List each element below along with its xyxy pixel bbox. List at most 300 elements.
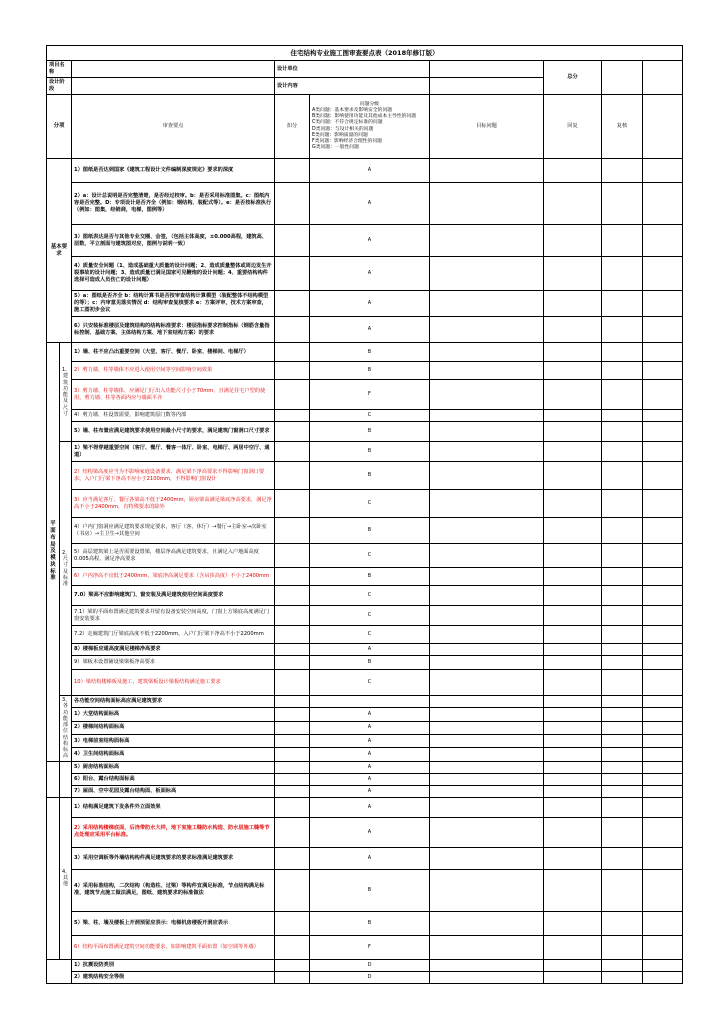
target-cell[interactable] xyxy=(430,317,544,343)
section-next xyxy=(47,959,72,983)
score-cell[interactable] xyxy=(275,734,310,747)
score-cell[interactable] xyxy=(275,159,310,183)
category-cell: B xyxy=(310,869,430,911)
blank-cell xyxy=(643,761,683,773)
reply-cell[interactable] xyxy=(544,708,602,721)
recheck-cell[interactable] xyxy=(602,422,643,442)
section-layout-cont xyxy=(47,797,60,959)
review-point: 5）厨房结构面标高 xyxy=(72,761,275,773)
target-cell[interactable] xyxy=(430,422,544,442)
reply-cell[interactable] xyxy=(544,761,602,773)
target-cell[interactable] xyxy=(430,773,544,785)
score-cell[interactable] xyxy=(275,183,310,225)
target-cell[interactable] xyxy=(430,442,544,462)
design-content-label: 设计内容 xyxy=(275,78,430,95)
category-cell: C xyxy=(310,490,430,518)
category-cell xyxy=(310,696,430,708)
score-cell[interactable] xyxy=(275,656,310,670)
score-cell[interactable] xyxy=(275,257,310,291)
reply-cell[interactable] xyxy=(544,317,602,343)
blank-cell xyxy=(643,734,683,747)
score-cell[interactable] xyxy=(275,708,310,721)
score-cell[interactable] xyxy=(275,869,310,911)
blank-cell xyxy=(643,462,683,490)
review-point: 3）应当满足客厅、餐厅各梁高不低于2400mm，厨房梁高满足梁底净高要求，满足净高不小于2400mm，有特殊要求的除外 xyxy=(72,490,275,518)
recheck-cell[interactable] xyxy=(602,817,643,847)
subsection-dimensions: 2、尺寸及标准 xyxy=(60,442,72,696)
section-layout-cont xyxy=(47,761,60,797)
reply-cell[interactable] xyxy=(544,257,602,291)
target-cell[interactable] xyxy=(430,959,544,971)
target-cell[interactable] xyxy=(430,734,544,747)
review-point xyxy=(72,380,275,410)
reply-cell[interactable] xyxy=(544,644,602,656)
subsection-functional-size: 1、建筑功能及尺寸 xyxy=(60,343,72,442)
subsection-other: 4、其他 xyxy=(60,797,72,959)
reply-cell[interactable] xyxy=(544,721,602,734)
recheck-cell[interactable] xyxy=(602,380,643,410)
target-cell[interactable] xyxy=(430,644,544,656)
target-cell[interactable] xyxy=(430,343,544,362)
col-header-points: 审查要点 xyxy=(72,95,275,159)
reply-cell[interactable] xyxy=(544,817,602,847)
legend-line: C类问题：不符合规定标准的问题 xyxy=(312,120,383,126)
reply-cell[interactable] xyxy=(544,911,602,935)
review-point: 4）采用标准结构，二次结构（构造柱、过梁）等构件宜满足标准，节点结构满足标准，建筑节点施工做法满足，图纸、建筑要求的标准做法 xyxy=(72,869,275,911)
score-cell[interactable] xyxy=(275,773,310,785)
recheck-cell[interactable] xyxy=(602,462,643,490)
blank-cell xyxy=(643,644,683,656)
recheck-cell[interactable] xyxy=(602,721,643,734)
col-header-target: 目标问题 xyxy=(430,95,544,159)
score-cell[interactable] xyxy=(275,959,310,971)
design-stage-label: 设计阶段 xyxy=(47,78,72,95)
target-cell[interactable] xyxy=(430,490,544,518)
reply-cell[interactable] xyxy=(544,748,602,761)
score-cell[interactable] xyxy=(275,343,310,362)
reply-cell[interactable] xyxy=(544,785,602,797)
review-point: 1）抗震设防类别 xyxy=(72,959,275,971)
blank-cell xyxy=(643,544,683,568)
blank-cell xyxy=(643,225,683,257)
blank-cell xyxy=(643,362,683,380)
target-cell[interactable] xyxy=(430,606,544,626)
review-point: 6）结构平面布置满足建筑空间功能要求，如影响建筑平面布置（如空调等外墙） xyxy=(72,935,275,959)
target-cell[interactable] xyxy=(430,225,544,257)
review-point: 2）a：设计总说明是否完整清楚，是否经过校审。b：是否采用标准图集。c：图纸内容是否完整。D：专项设计是否齐全（例如：钢结构、装配式等）。e：是否按标准执行（例如：图集，经销商，电梯，图例等） xyxy=(72,183,275,225)
recheck-cell[interactable] xyxy=(602,159,643,183)
reply-cell[interactable] xyxy=(544,422,602,442)
recheck-cell[interactable] xyxy=(602,606,643,626)
target-cell[interactable] xyxy=(430,708,544,721)
review-point: 6）只安装标准楼层及建筑结构的结构标准要求：楼层指标要求控制指标（钢筋含量指标控制、基础方案、主体结构方案、地下室结构方案）的要求 xyxy=(72,317,275,343)
score-cell[interactable] xyxy=(275,670,310,696)
sheet-title: 住宅结构专业施工图审查要点表（2018年修订版） xyxy=(47,46,683,61)
category-cell: B xyxy=(310,343,430,362)
score-cell[interactable] xyxy=(275,847,310,869)
review-point: 3）电梯前室结构面标高 xyxy=(72,734,275,747)
review-point: 5）a：图纸是否齐全 b：结构计算书是否按审查结构计算模型（装配整体不结构模型的等）；c：内审意见落实情况 d：结构审查复核要求 e：方案评审，技术方案审查，施工图初步会议 xyxy=(72,291,275,317)
score-cell[interactable] xyxy=(275,785,310,797)
reply-cell[interactable] xyxy=(544,773,602,785)
recheck-cell[interactable] xyxy=(602,734,643,747)
score-cell[interactable] xyxy=(275,462,310,490)
score-cell[interactable] xyxy=(275,225,310,257)
review-point: 7.2）走廊建筑门厅梁底高度不低于2200mm，入户门厅梁下净高不小于2200mm xyxy=(72,626,275,644)
target-cell[interactable] xyxy=(430,159,544,183)
score-cell[interactable] xyxy=(275,721,310,734)
reply-cell[interactable] xyxy=(544,797,602,817)
blank-cell xyxy=(643,785,683,797)
blank-cell xyxy=(643,670,683,696)
review-point: 1）结构满足建筑下发条件外立面效果 xyxy=(72,797,275,817)
recheck-cell[interactable] xyxy=(602,911,643,935)
review-point: 7.0）梁高不应影响建筑门、窗安装及满足建筑使用空间高度要求 xyxy=(72,586,275,606)
review-point: 2）楼梯间结构面标高 xyxy=(72,721,275,734)
blank-cell xyxy=(643,656,683,670)
blank-cell xyxy=(643,422,683,442)
reply-cell[interactable] xyxy=(544,291,602,317)
blank-cell xyxy=(643,748,683,761)
review-point: 2）采用结构楼梯底面，后浇带防水大样，地下室施工缝防水构造、防水层施工缝等节点处理应采用平台标准。 xyxy=(72,817,275,847)
category-cell: A xyxy=(310,797,430,817)
reply-cell[interactable] xyxy=(544,362,602,380)
recheck-cell[interactable] xyxy=(602,761,643,773)
reply-cell[interactable] xyxy=(544,656,602,670)
category-cell: C xyxy=(310,606,430,626)
legend-line: G类问题：一般性问题 xyxy=(312,145,359,151)
blank-cell xyxy=(643,959,683,971)
legend-line: F类问题：影响经济合理性的问题 xyxy=(312,139,382,145)
score-cell[interactable] xyxy=(275,911,310,935)
legend-line: D类问题：与设计相关的问题 xyxy=(312,126,374,132)
blank-cell xyxy=(643,518,683,544)
category-cell: A xyxy=(310,785,430,797)
blank-cell xyxy=(643,159,683,183)
category-cell: A xyxy=(310,847,430,869)
reply-cell[interactable] xyxy=(544,343,602,362)
blank-cell xyxy=(643,797,683,817)
reply-cell[interactable] xyxy=(544,490,602,518)
recheck-cell[interactable] xyxy=(602,785,643,797)
target-cell[interactable] xyxy=(430,817,544,847)
review-point: 7.1）梁的平面布置满足建筑要求并留有设备安装空间高度，门窗上方梁底高度满足门窗安装要求 xyxy=(72,606,275,626)
blank-cell xyxy=(643,490,683,518)
review-point-text: 3）剪力墙、柱等墙体，应满足门厅出入功能尺寸小于70mm，且满足住宅户型的使用，剪力墙、柱等各面内应与墙面平齐 xyxy=(74,387,266,401)
design-unit-value[interactable] xyxy=(430,61,544,78)
category-cell: A xyxy=(310,773,430,785)
legend-line: A类问题：基本要求及影响安全的问题 xyxy=(312,107,393,113)
review-point: 5）梁、柱、墙及楼板上开洞预留应表示：电梯机房楼板开洞应表示 xyxy=(72,911,275,935)
design-stage-value[interactable] xyxy=(72,78,275,95)
score-cell[interactable] xyxy=(275,544,310,568)
score-cell[interactable] xyxy=(275,606,310,626)
reply-cell[interactable] xyxy=(544,696,602,708)
recheck-cell[interactable] xyxy=(602,586,643,606)
category-cell: A xyxy=(310,225,430,257)
category-cell: B xyxy=(310,656,430,670)
target-cell[interactable] xyxy=(430,869,544,911)
score-cell[interactable] xyxy=(275,568,310,586)
recheck-cell[interactable] xyxy=(602,773,643,785)
score-cell[interactable] xyxy=(275,696,310,708)
target-cell[interactable] xyxy=(430,257,544,291)
total-score-extra xyxy=(643,61,683,95)
recheck-cell[interactable] xyxy=(602,971,643,983)
score-cell[interactable] xyxy=(275,586,310,606)
target-cell[interactable] xyxy=(430,847,544,869)
recheck-cell[interactable] xyxy=(602,490,643,518)
score-cell[interactable] xyxy=(275,935,310,959)
target-cell[interactable] xyxy=(430,785,544,797)
target-cell[interactable] xyxy=(430,544,544,568)
review-point: 1）大堂结构面标高 xyxy=(72,708,275,721)
review-point: 2）建筑结构安全等级 xyxy=(72,971,275,983)
col-header-category: 分项 xyxy=(47,95,72,159)
reply-cell[interactable] xyxy=(544,183,602,225)
recheck-cell[interactable] xyxy=(602,644,643,656)
reply-cell[interactable] xyxy=(544,959,602,971)
recheck-cell[interactable] xyxy=(602,847,643,869)
review-point: 1）墙、柱不应凸出重要空间（大堂、客厅、餐厅、卧室、楼梯间、电梯厅） xyxy=(72,343,275,362)
review-point: 4）户内门窗洞应满足建筑要求规定要求，客厅（客、休厅）→餐厅→主卧室→次卧室（书房）→主卫生→其他空间 xyxy=(72,518,275,544)
reply-cell[interactable] xyxy=(544,518,602,544)
reply-cell[interactable] xyxy=(544,869,602,911)
blank-cell xyxy=(643,586,683,606)
review-point: 1）图纸是否达到国家《建筑工程设计文件编制深度规定》要求的深度 xyxy=(72,159,275,183)
review-point: 6）户内净高不宜低于2400mm，梁底净高满足要求（含吊顶高度）不小于2400mm xyxy=(72,568,275,586)
reply-cell[interactable] xyxy=(544,442,602,462)
target-cell[interactable] xyxy=(430,586,544,606)
review-point: 4）卫生间结构面标高 xyxy=(72,748,275,761)
category-cell: B xyxy=(310,911,430,935)
col-header-score: 扣分 xyxy=(275,95,310,159)
project-name-label: 项目名称 xyxy=(47,61,72,78)
reply-cell[interactable] xyxy=(544,380,602,410)
reply-cell[interactable] xyxy=(544,935,602,959)
recheck-cell[interactable] xyxy=(602,935,643,959)
target-cell[interactable] xyxy=(430,656,544,670)
category-cell: A xyxy=(310,734,430,747)
problem-grade-legend xyxy=(310,95,430,159)
review-point: 3）图纸表达是否与其他专业交圈、会签，（包括主体高度，±0.000高程，建筑高、层数、平立剖面与建筑图对应，图例与说明一致） xyxy=(72,225,275,257)
review-point: 8）楼梯板应通高度满足楼梯净高要求 xyxy=(72,644,275,656)
recheck-cell[interactable] xyxy=(602,362,643,380)
review-point: 4）质量安全问题（1、造成基础重大质量的设计问题；2、造成质量整体或周边发生开裂事故的设计问题；3、造成质量已满足国家可见鞭炮的设计问题；4、重要结构构件选择可造成人员伤亡的设计问题） xyxy=(72,257,275,291)
recheck-cell[interactable] xyxy=(602,317,643,343)
blank-cell xyxy=(643,343,683,362)
target-cell[interactable] xyxy=(430,971,544,983)
section-basic: 基本要求 xyxy=(47,159,72,343)
reply-cell[interactable] xyxy=(544,410,602,422)
review-point: 2）结构梁高度应当为不影响家庭设备要求，满足梁下净高要求不得影响门窗洞口要求，入户门厅梁下净高不应小于2100mm，不得影响门窗设计 xyxy=(72,462,275,490)
reply-cell[interactable] xyxy=(544,971,602,983)
reply-cell[interactable] xyxy=(544,544,602,568)
target-cell[interactable] xyxy=(430,462,544,490)
total-score-value[interactable] xyxy=(602,61,643,95)
score-cell[interactable] xyxy=(275,748,310,761)
category-cell: C xyxy=(310,626,430,644)
category-cell: D xyxy=(310,971,430,983)
score-cell[interactable] xyxy=(275,817,310,847)
category-cell: C xyxy=(310,670,430,696)
recheck-cell[interactable] xyxy=(602,410,643,422)
review-point: 9）梁板未设置铺设梁梁板净高要求 xyxy=(72,656,275,670)
review-point: 2）剪力墙、柱等墙体不应进入使用空间等空间影响空间效果 xyxy=(72,362,275,380)
target-cell[interactable] xyxy=(430,362,544,380)
target-cell[interactable] xyxy=(430,380,544,410)
target-cell[interactable] xyxy=(430,518,544,544)
col-header-recheck: 复核 xyxy=(602,95,643,159)
reply-cell[interactable] xyxy=(544,462,602,490)
recheck-cell[interactable] xyxy=(602,442,643,462)
recheck-cell[interactable] xyxy=(602,656,643,670)
category-cell: A xyxy=(310,817,430,847)
blank-cell xyxy=(643,971,683,983)
score-cell[interactable] xyxy=(275,626,310,644)
blank-cell xyxy=(643,380,683,410)
category-cell: B xyxy=(310,362,430,380)
reply-cell[interactable] xyxy=(544,586,602,606)
blank-cell xyxy=(643,442,683,462)
score-cell[interactable] xyxy=(275,644,310,656)
subsection-elevations: 3、各功能部位结构标高 xyxy=(60,696,72,762)
blank-cell xyxy=(643,606,683,626)
blank-cell xyxy=(643,317,683,343)
target-cell[interactable] xyxy=(430,626,544,644)
blank-cell xyxy=(643,410,683,422)
category-cell: B xyxy=(310,518,430,544)
blank-cell xyxy=(643,708,683,721)
category-cell: C xyxy=(310,410,430,422)
reply-cell[interactable] xyxy=(544,568,602,586)
recheck-cell[interactable] xyxy=(602,257,643,291)
target-cell[interactable] xyxy=(430,797,544,817)
reply-cell[interactable] xyxy=(544,626,602,644)
recheck-cell[interactable] xyxy=(602,568,643,586)
blank-cell xyxy=(643,721,683,734)
blank-cell xyxy=(643,773,683,785)
review-table xyxy=(46,45,683,762)
review-point: 10）梁结构楼梯板及施工，建筑梁板设计梁板结构满足施工要求 xyxy=(72,670,275,696)
score-cell[interactable] xyxy=(275,518,310,544)
recheck-cell[interactable] xyxy=(602,291,643,317)
category-cell: B xyxy=(310,442,430,462)
blank-cell xyxy=(643,869,683,911)
category-cell: A xyxy=(310,748,430,761)
review-point: 7）屋面、空中花园及露台结构面、板面标高 xyxy=(72,785,275,797)
score-cell[interactable] xyxy=(275,362,310,380)
recheck-cell[interactable] xyxy=(602,797,643,817)
project-name-value[interactable] xyxy=(72,61,275,78)
target-cell[interactable] xyxy=(430,721,544,734)
design-unit-label: 设计单位 xyxy=(275,61,430,78)
target-cell[interactable] xyxy=(430,911,544,935)
legend-line: 问题分级 xyxy=(359,101,380,107)
recheck-cell[interactable] xyxy=(602,696,643,708)
recheck-cell[interactable] xyxy=(602,708,643,721)
target-cell[interactable] xyxy=(430,183,544,225)
blank-cell xyxy=(643,935,683,959)
category-cell: B xyxy=(310,568,430,586)
recheck-cell[interactable] xyxy=(602,869,643,911)
blank-cell xyxy=(643,696,683,708)
design-content-value[interactable] xyxy=(430,78,544,95)
reply-cell[interactable] xyxy=(544,847,602,869)
score-cell[interactable] xyxy=(275,797,310,817)
target-cell[interactable] xyxy=(430,410,544,422)
total-score-label: 总分 xyxy=(544,61,602,95)
reply-cell[interactable] xyxy=(544,225,602,257)
score-cell[interactable] xyxy=(275,971,310,983)
category-cell: A xyxy=(310,257,430,291)
blank-cell xyxy=(643,626,683,644)
blank-cell xyxy=(643,911,683,935)
score-cell[interactable] xyxy=(275,380,310,410)
subsection-elevations-cont xyxy=(60,761,72,797)
score-cell[interactable] xyxy=(275,410,310,422)
review-table-continued xyxy=(46,761,683,984)
col-header-reply: 回复 xyxy=(544,95,602,159)
recheck-cell[interactable] xyxy=(602,670,643,696)
target-cell[interactable] xyxy=(430,761,544,773)
score-cell[interactable] xyxy=(275,291,310,317)
target-cell[interactable] xyxy=(430,696,544,708)
target-cell[interactable] xyxy=(430,568,544,586)
reply-cell[interactable] xyxy=(544,734,602,747)
score-cell[interactable] xyxy=(275,442,310,462)
category-cell: D xyxy=(310,959,430,971)
target-cell[interactable] xyxy=(430,291,544,317)
score-cell[interactable] xyxy=(275,317,310,343)
recheck-cell[interactable] xyxy=(602,343,643,362)
review-point: 5）高层建筑梁上是否需要设置梁，楼层净高满足建筑要求，且满足入户地面高度0.005高程，满足净高要求 xyxy=(72,544,275,568)
blank-cell xyxy=(643,847,683,869)
category-cell: A xyxy=(310,708,430,721)
target-cell[interactable] xyxy=(430,748,544,761)
recheck-cell[interactable] xyxy=(602,225,643,257)
reply-cell[interactable] xyxy=(544,606,602,626)
score-cell[interactable] xyxy=(275,422,310,442)
review-point: 各功能空间结构面标高应满足建筑要求 xyxy=(72,696,275,708)
category-cell: A xyxy=(310,644,430,656)
review-point: 5）墙、柱布置应满足建筑要求使用空间最小尺寸的要求，满足建筑门窗洞口尺寸要求 xyxy=(72,422,275,442)
category-cell: A xyxy=(310,317,430,343)
review-point: 1）梁不得穿越重要空间（客厅、餐厅、餐客一体厅、卧室、电梯厅、两居中空厅、通道） xyxy=(72,442,275,462)
recheck-cell[interactable] xyxy=(602,626,643,644)
blank-cell xyxy=(643,291,683,317)
blank-cell xyxy=(643,257,683,291)
recheck-cell[interactable] xyxy=(602,544,643,568)
score-cell[interactable] xyxy=(275,490,310,518)
reply-cell[interactable] xyxy=(544,670,602,696)
legend-line: B类问题：影响使用功能及其他成本主导性的问题 xyxy=(312,114,417,120)
score-cell[interactable] xyxy=(275,761,310,773)
category-cell: F xyxy=(310,935,430,959)
col-header-blank xyxy=(643,95,683,159)
target-cell[interactable] xyxy=(430,670,544,696)
recheck-cell[interactable] xyxy=(602,748,643,761)
recheck-cell[interactable] xyxy=(602,183,643,225)
reply-cell[interactable] xyxy=(544,159,602,183)
recheck-cell[interactable] xyxy=(602,959,643,971)
recheck-cell[interactable] xyxy=(602,518,643,544)
blank-cell xyxy=(643,817,683,847)
category-cell: F xyxy=(310,380,430,410)
category-cell: A xyxy=(310,761,430,773)
category-cell: B xyxy=(310,462,430,490)
target-cell[interactable] xyxy=(430,935,544,959)
